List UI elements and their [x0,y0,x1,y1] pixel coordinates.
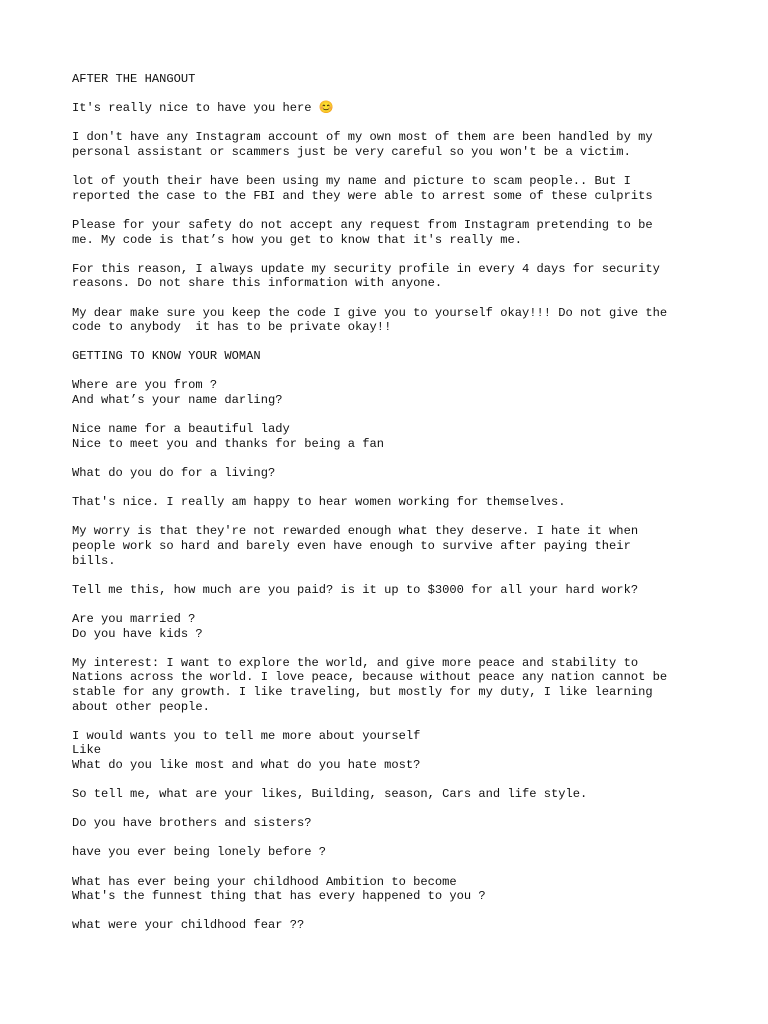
text-line: lot of youth their have been using my name and picture to scam people.. But I [72,174,631,189]
text-line: What's the funnest thing that has every happened to you ? [72,889,486,904]
paragraph [72,918,712,933]
text-line: What do you do for a living? [72,466,276,481]
text-line: reasons. Do not share this information with anyone. [72,276,443,291]
text-line: Do you have brothers and sisters? [72,816,312,831]
section-heading [72,349,712,364]
text-line: Nations across the world. I love peace, because without peace any nation cannot be [72,670,668,685]
text-line: stable for any growth. I like traveling, but mostly for my duty, I like learning [72,684,653,699]
document-heading [72,72,712,87]
text-line: Are you married ? [72,611,196,626]
text-line: My interest: I want to explore the world, and give more peace and stability to [72,655,639,670]
text-line: What has ever being your childhood Ambition to become [72,874,457,889]
paragraph [72,378,712,407]
text-line: AFTER THE HANGOUT [72,72,196,86]
text-line: Nice to meet you and thanks for being a fan [72,436,385,451]
text-line: personal assistant or scammers just be very careful so you won't be a victim. [72,144,631,159]
text-line: And what’s your name darling? [72,393,283,408]
paragraph [72,495,712,510]
text-line: Nice name for a beautiful lady [72,422,290,437]
text-line: code to anybody it has to be private okay!! [72,320,392,335]
text-line: have you ever being lonely before ? [72,845,327,860]
paragraph [72,218,712,247]
paragraph [72,845,712,860]
text-line: Tell me this, how much are you paid? is it up to $3000 for all your hard work? [72,582,639,597]
text-line: I don't have any Instagram account of my own most of them are been handled by my [72,130,653,145]
text-line: about other people. [72,699,210,714]
paragraph [72,656,712,714]
text-line: me. My code is that’s how you get to know that it's really me. [72,232,522,247]
paragraph [72,816,712,831]
text-line: Where are you from ? [72,378,218,393]
text-line: So tell me, what are your likes, Building, season, Cars and life style. [72,787,588,802]
text-line: Like [72,743,102,758]
text-line: Please for your safety do not accept any request from Instagram pretending to be [72,217,653,232]
paragraph [72,729,712,773]
paragraph [72,262,712,291]
text-line: For this reason, I always update my security profile in every 4 days for security [72,261,660,276]
paragraph [72,875,712,904]
paragraph [72,101,712,116]
paragraph [72,524,712,568]
paragraph [72,612,712,641]
text-line: It's really nice to have you here 😊 [72,101,334,116]
document-body [72,72,712,948]
text-line: My dear make sure you keep the code I give you to yourself okay!!! Do not give the [72,305,668,320]
paragraph [72,466,712,481]
paragraph [72,306,712,335]
paragraph [72,787,712,802]
text-line: bills. [72,553,116,568]
paragraph [72,174,712,203]
text-line: I would wants you to tell me more about yourself [72,728,421,743]
text-line: What do you like most and what do you hate most? [72,757,421,772]
text-line: GETTING TO KNOW YOUR WOMAN [72,349,261,364]
paragraph [72,422,712,451]
paragraph [72,583,712,598]
text-line: what were your childhood fear ?? [72,918,305,933]
text-line: That's nice. I really am happy to hear women working for themselves. [72,495,566,510]
text-line: Do you have kids ? [72,626,203,641]
text-line: reported the case to the FBI and they were able to arrest some of these culprits [72,188,653,203]
text-line: My worry is that they're not rewarded enough what they deserve. I hate it when [72,524,639,539]
text-line: people work so hard and barely even have enough to survive after paying their [72,539,631,553]
paragraph [72,130,712,159]
